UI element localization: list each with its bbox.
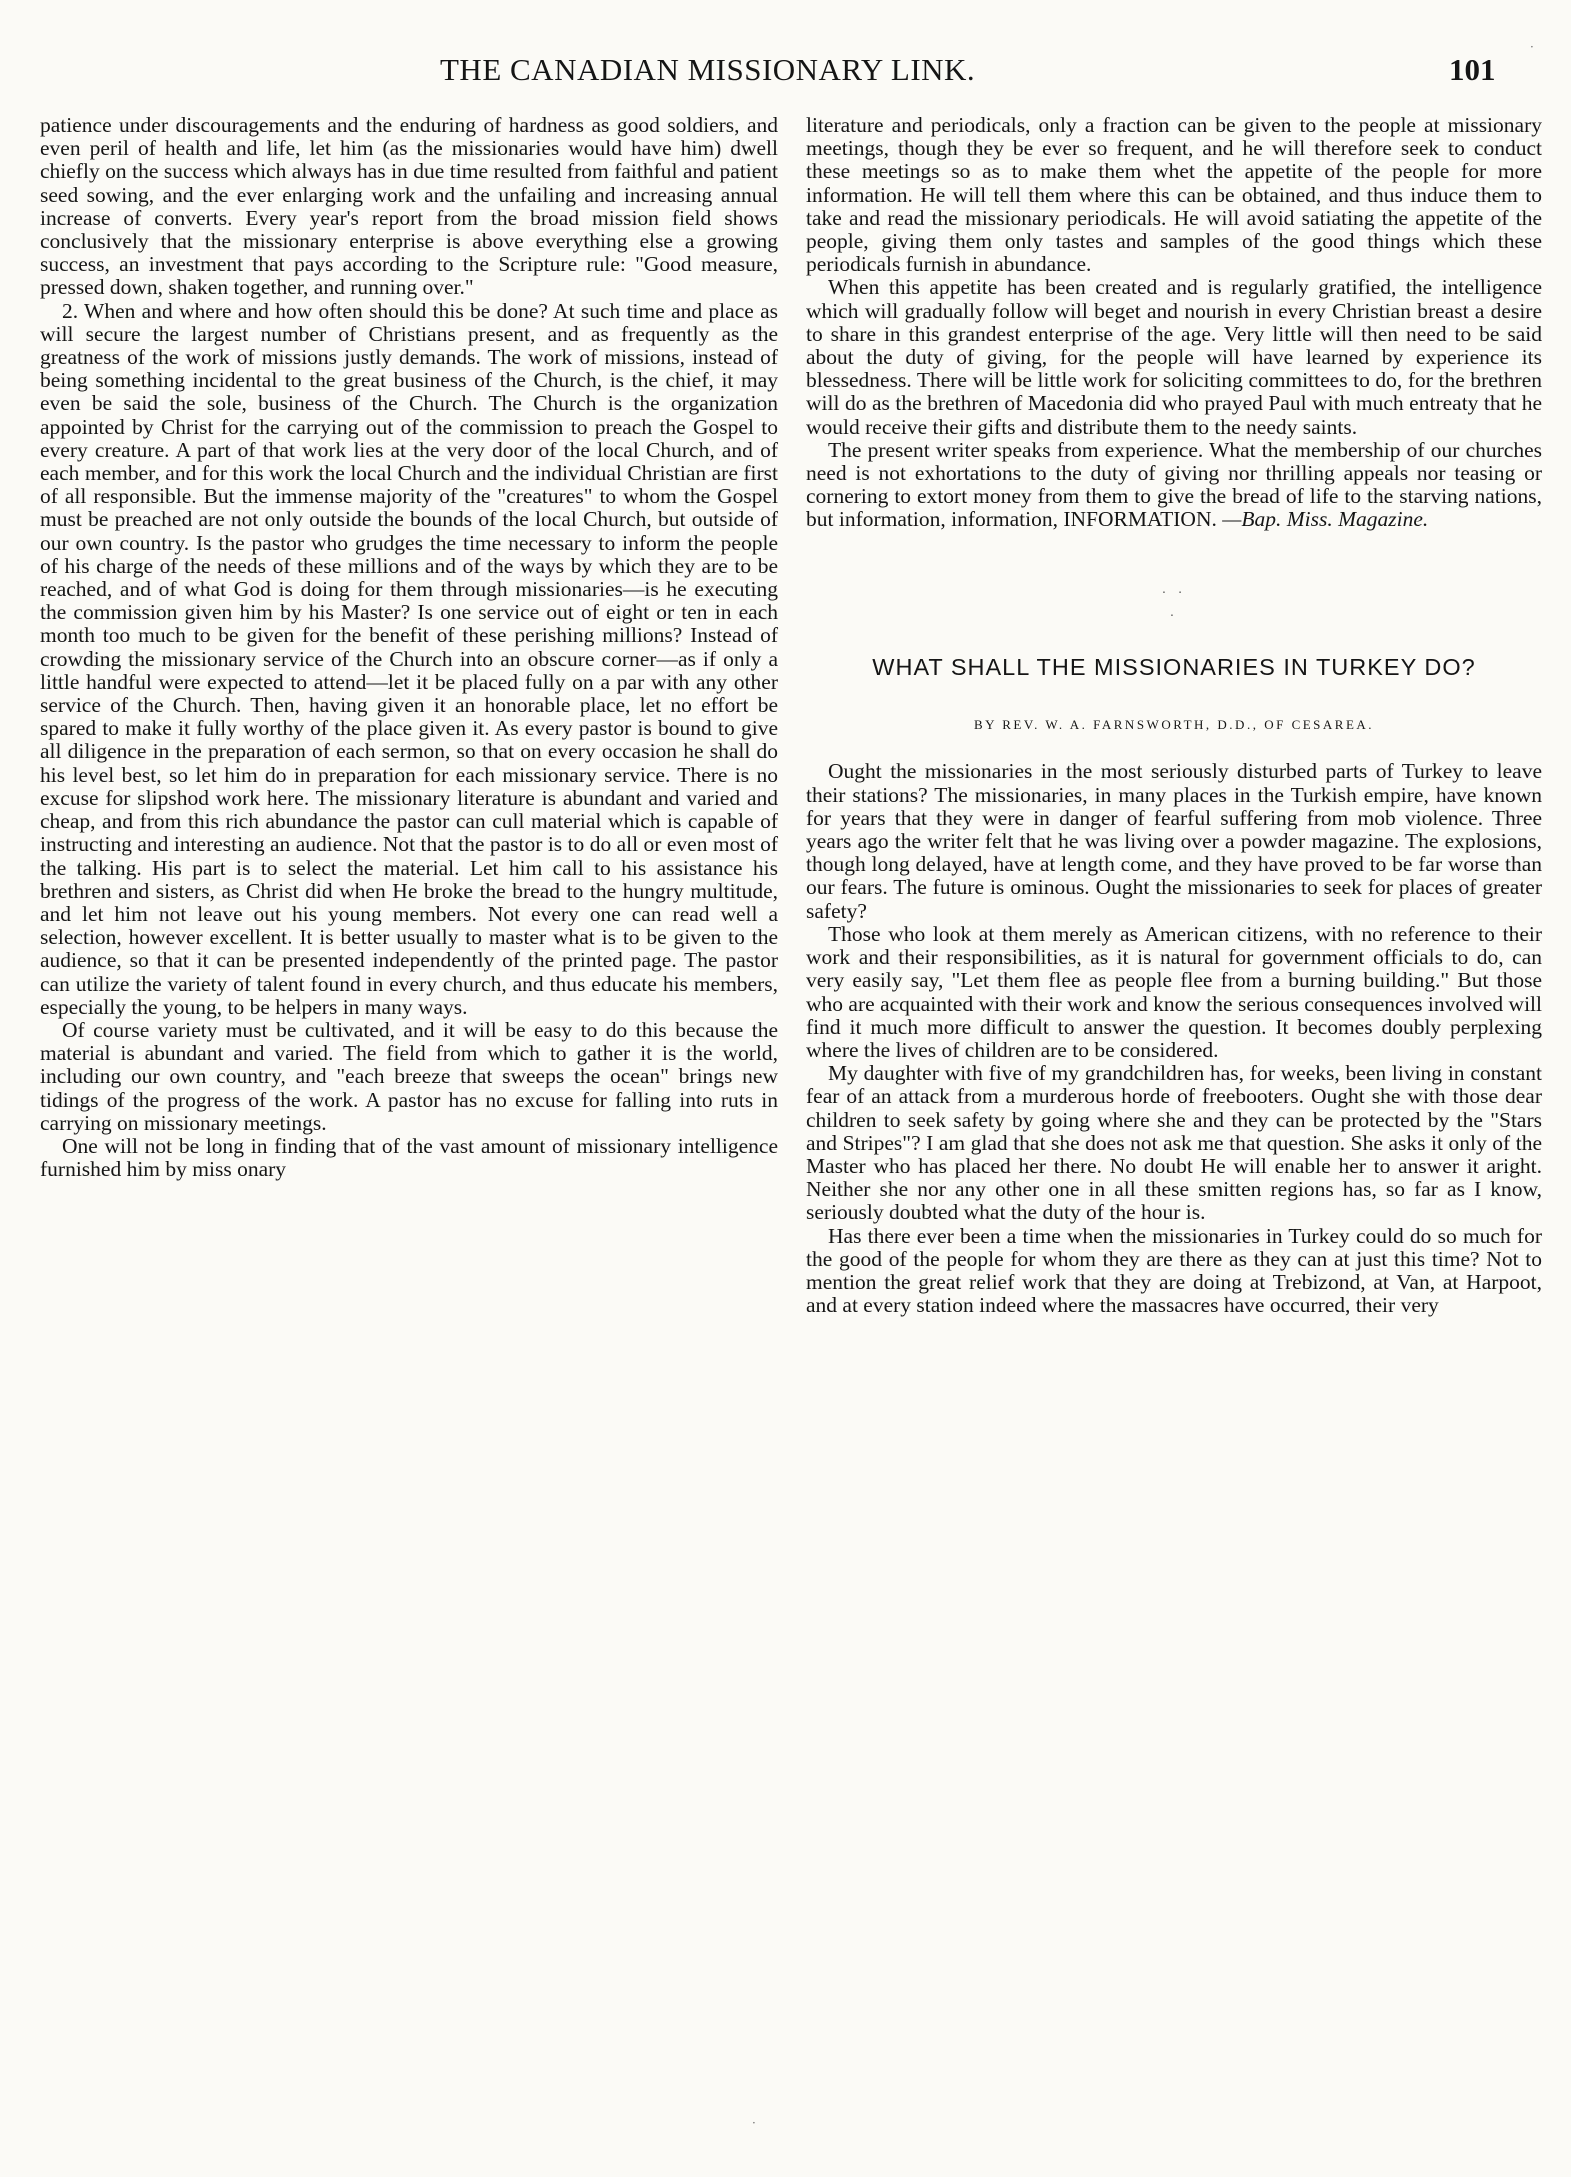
body-paragraph: 2. When and where and how often should this be done? At such time and place as will secure the largest number of Christians present, and as frequently as the greatness of the work of missions justly demands. The work of missions, instead of being something incidental to the great business of the Church, is the chief, it may even be said the sole, business of the Church. The Church is the organization appointed by Christ for the carrying out of the commission to preach the Gospel to every creature. A part of that work lies at the very door of the local Church, and of each member, and for this work the local Church and the individual Christian are first of all responsible. But the immense majority of the "creatures" to whom the Gospel must be preached are not only outside the bounds of the local Church, but outside of our own country. Is the pastor who grudges the time necessary to inform the people of his charge of the needs of these millions and of the ways by which they are to be reached, and of what God is doing for them through missionaries—is he executing the commission given him by his Master? Is one service out of eight or ten in each month too much to be given for the benefit of these perishing millions? Instead of crowding the missionary service of the Church into an obscure corner—as if only a little handful were expected to attend—let it be placed fully on a par with any other service of the Church. Then, having given it an honorable place, let no effort be spared to make it fully worthy of the place given it. As every pastor is bound to give all diligence in the preparation of each sermon, so that on every occasion he shall do his level best, so let him do in preparation for each missionary service. There is no excuse for slipshod work here. The missionary literature is abundant and varied and cheap, and from this rich abundance the pastor can cull material which is capable of instructing and interesting an audience. Not that the pastor is to do all or even most of the talking. His part is to select the material. Let him call to his assistance his brethren and sisters, as Christ did when He broke the bread to the hungry multitude, and let him not leave out his young members. Not every one can read well a selection, however excellent. It is better usually to master what is to be given to the audience, so that it can be presented independently of the printed page. The pastor can utilize the variety of talent found in every church, and thus educate his members, especially the young, to be helpers in many ways. xyxy=(40,298,778,1019)
body-paragraph: literature and periodicals, only a fraction can be given to the people at missionary meetings, though they be ever so frequent, and he will therefore seek to conduct these meetings so as to make them whet the appetite of the people for more information. He will tell them where this can be obtained, and thus induce them to take and read the missionary periodicals. He will avoid satiating the appetite of the people, giving them only tastes and samples of the good things which these periodicals furnish in abundance. xyxy=(806,113,1542,277)
right-column xyxy=(806,114,1542,1317)
body-paragraph: Of course variety must be cultivated, and it will be easy to do this because the material is abundant and varied. The field from which to gather it is the world, including our own country, and "each breeze that sweeps the ocean" brings new tidings of the progress of the work. A pastor has no excuse for falling into ruts in carrying on missionary meetings. xyxy=(40,1017,778,1135)
body-paragraph: One will not be long in finding that of the vast amount of missionary intelligence furnished him by miss onary xyxy=(40,1133,778,1182)
page-number: 101 xyxy=(1449,52,1496,87)
body-paragraph: When this appetite has been created and is regularly gratified, the intelligence which will gradually follow will beget and nourish in every Christian breast a desire to share in this grandest enterprise of the age. Very little will then need to be said about the duty of giving, for the people will have learned by experience its blessedness. There will be little work for soliciting committees to do, for the brethren will do as the brethren of Macedonia did who prayed Paul with much entreaty that he would receive their gifts and distribute them to the needy saints. xyxy=(806,275,1542,439)
article-paragraph: Ought the missionaries in the most seriously disturbed parts of Turkey to leave their stations? The missionaries, in many places in the Turkish empire, have known for years that they were in danger of fearful suffering from mob violence. Three years ago the writer felt that he was living over a powder magazine. The explosions, though long delayed, have at length come, and they have proved to be far worse than our fears. The future is ominous. Ought the missionaries to seek for places of greater safety? xyxy=(806,759,1542,923)
running-title: THE CANADIAN MISSIONARY LINK. xyxy=(440,52,976,87)
left-column xyxy=(40,114,778,1181)
article-byline: BY REV. W. A. FARNSWORTH, D.D., OF CESAREA. xyxy=(973,717,1375,733)
running-head xyxy=(0,52,1571,98)
article-paragraph: Those who look at them merely as American citizens, with no reference to their work and their responsibilities, as it is natural for government officials to do, can very easily say, "Let them flee as people flee from a burning building." But those who are acquainted with their work and know the serious consequences involved will find it much more difficult to answer the question. It becomes doubly perplexing where the lives of children are to be considered. xyxy=(806,921,1542,1062)
section-separator: · · · xyxy=(1161,585,1187,624)
closing-paragraph xyxy=(806,439,1542,532)
article-title: WHAT SHALL THE MISSIONARIES IN TURKEY DO? xyxy=(872,654,1476,681)
article-paragraph: Has there ever been a time when the missionaries in Turkey could do so much for the good of the people for whom they are there as they can at just this time? Not to mention the great relief work that they are doing at Trebizond, at Van, at Harpoot, and at every station indeed where the massacres have occurred, their very xyxy=(806,1223,1542,1318)
print-speck: · xyxy=(1530,40,1534,54)
source-citation: —Bap. Miss. Magazine. xyxy=(1222,507,1429,532)
body-paragraph: patience under discouragements and the enduring of hardness as good soldiers, and even peril of health and life, let him (as the missionaries would have him) dwell chiefly on the success which always has in due time resulted from faithful and patient seed sowing, and the ever enlarging work and the unfailing and increasing annual increase of converts. Every year's report from the broad mission field shows conclusively that the missionary enterprise is above everything else a growing success, an investment that pays according to the Scripture rule: "Good measure, pressed down, shaken together, and running over." xyxy=(40,113,778,300)
article-paragraph: My daughter with five of my grandchildren has, for weeks, been living in constant fear of an attack from a murderous horde of freebooters. Ought she with those dear children to seek safety by going where she and they can be protected by the "Stars and Stripes"? I am glad that she does not ask me that question. She asks it only of the Master who has placed her there. No doubt He will enable her to answer it aright. Neither she nor any other one in all these smitten regions has, so far as I know, seriously doubted what the duty of the hour is. xyxy=(806,1061,1542,1225)
print-speck: · xyxy=(752,2116,756,2130)
closing-text: The present writer speaks from experience. What the membership of our churches need is not exhortations to the duty of giving nor thrilling appeals nor teasing or cornering to extort money from them to give the bread of life to the starving nations, but information, information, INFORMATION. xyxy=(806,437,1542,532)
